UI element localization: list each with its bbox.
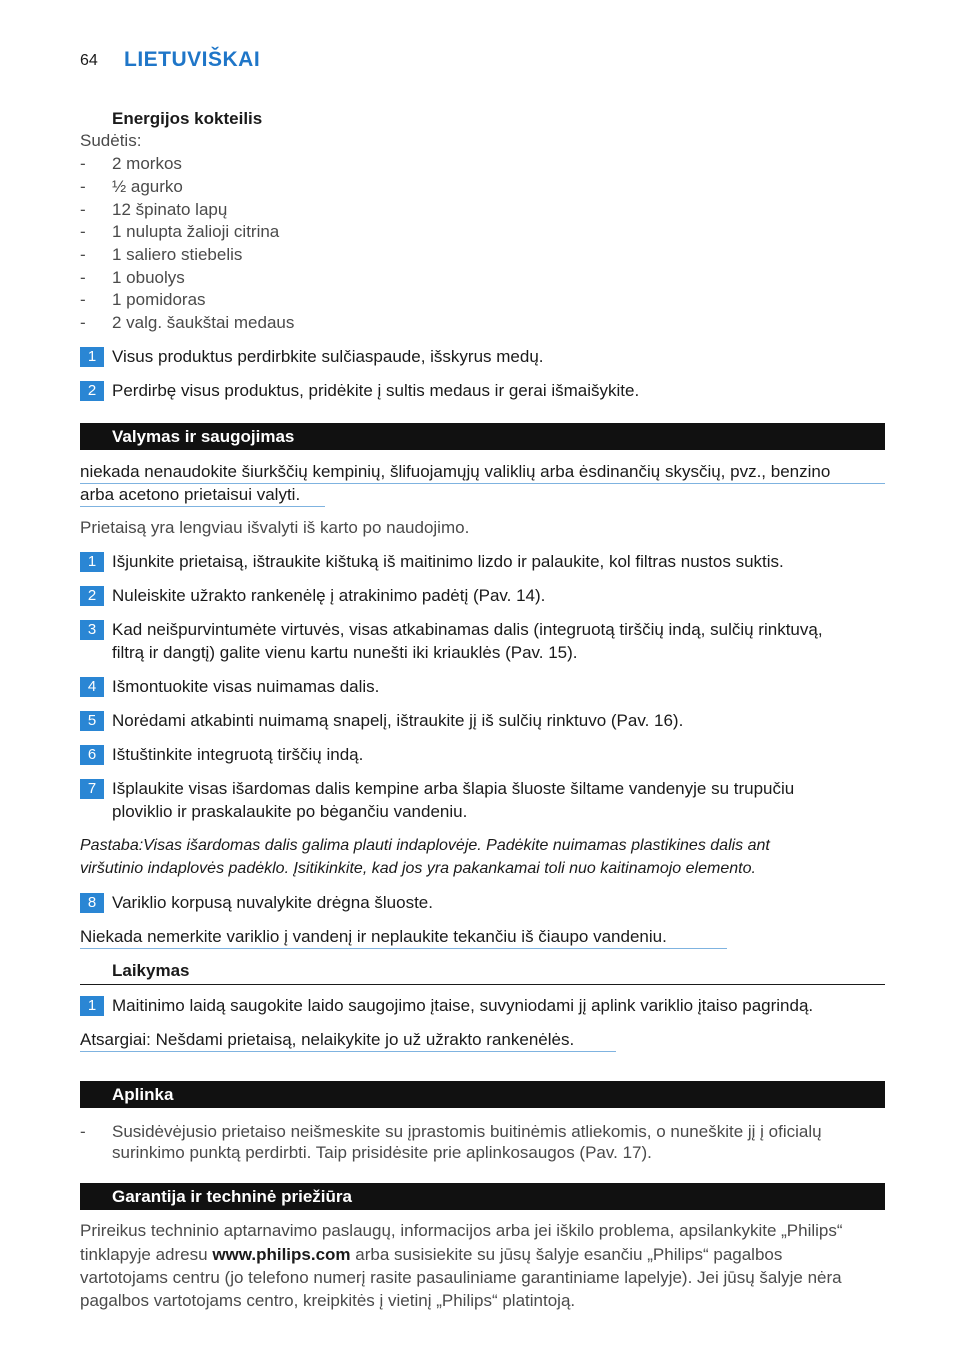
list-dash: - [80,222,86,241]
section-heading-warranty [80,1183,885,1210]
step-text: Variklio korpusą nuvalykite drėgna šluoste. [112,893,433,912]
philips-website-link[interactable]: www.philips.com [212,1245,351,1264]
warranty-text: pagalbos vartotojams centro, kreipkitės į vietinį „Philips“ platintoją. [80,1291,576,1310]
warning-text: Niekada nemerkite variklio į vandenį ir neplaukite tekančiu iš čiaupo vandeniu. [80,927,667,946]
step-number: 1 [80,996,104,1016]
step-text: Maitinimo laidą saugokite laido saugojimo įtaise, suvyniodami jį aplink variklio įtaiso pagrindą. [112,996,814,1015]
step-number: 5 [80,711,104,731]
list-item: 1 pomidoras [112,290,206,309]
list-dash: - [80,200,86,219]
caution-line [80,1028,616,1052]
warning-line [80,483,325,507]
step-text: Išjunkite prietaisą, ištraukite kištuką iš maitinimo lizdo ir palaukite, kol filtras nustos suktis. [112,552,784,571]
list-item: 12 špinato lapų [112,200,228,219]
cleaning-intro: Prietaisą yra lengviau išvalyti iš karto po naudojimo. [80,518,470,537]
list-dash: - [80,154,86,173]
step-number: 3 [80,620,104,640]
environment-text: Susidėvėjusio prietaiso neišmeskite su įprastomis buitinėmis atliekomis, o nuneškite jį į oficialų [112,1122,822,1141]
section-title: Valymas ir saugojimas [112,427,295,446]
list-item: 1 saliero stiebelis [112,245,243,264]
list-item: 2 valg. šaukštai medaus [112,313,295,332]
warning-line [80,925,727,949]
storage-title: Laikymas [112,961,190,980]
list-dash: - [80,245,86,264]
page-number: 64 [80,52,98,69]
note-text: Pastaba:Visas išardomas dalis galima plauti indaplovėje. Padėkite nuimamas plastikines dalis ant [80,837,770,854]
step-text: Išmontuokite visas nuimamas dalis. [112,677,380,696]
warranty-text [80,1243,782,1266]
warranty-text-part: tinklapyje adresu [80,1245,213,1264]
warning-line [80,460,885,484]
list-dash: - [80,313,86,332]
step-text: filtrą ir dangtį) galite vienu kartu nunešti iki kriauklės (Pav. 15). [112,643,578,662]
list-item: ½ agurko [112,177,183,196]
warranty-text-part: arba susisiekite su jūsų šalyje esančiu „Philips“ pagalbos [350,1245,783,1264]
list-dash: - [80,290,86,309]
step-number: 2 [80,381,104,401]
step-text: Kad neišpurvintumėte virtuvės, visas atkabinamas dalis (integruotą tirščių indą, sulčių rinktuvą, [112,620,823,639]
step-text: Išplaukite visas išardomas dalis kempine arba šlapia šluoste šiltame vandenyje su trupučiu [112,779,795,798]
list-dash: - [80,177,86,196]
step-text: Perdirbę visus produktus, pridėkite į sultis medaus ir gerai išmaišykite. [112,381,640,400]
note-text: viršutinio indaplovės padėklo. Įsitikinkite, kad jos yra pakankamai toli nuo kaitinamojo elemento. [80,860,756,877]
caution-text: Atsargiai: Nešdami prietaisą, nelaikykite jo už užrakto rankenėlės. [80,1030,575,1049]
section-title: Aplinka [112,1085,174,1104]
section-heading-environment [80,1081,885,1108]
section-heading-cleaning [80,423,885,450]
step-text: Nuleiskite užrakto rankenėlę į atrakinimo padėtį (Pav. 14). [112,586,546,605]
environment-text: surinkimo punktą perdirbti. Taip prisidėsite prie aplinkosaugos (Pav. 17). [112,1143,652,1162]
step-number: 6 [80,745,104,765]
step-number: 1 [80,552,104,572]
list-dash: - [80,1122,86,1141]
warranty-text: vartotojams centru (jo telefono numerį rasite pasauliniame garantiniame lapelyje). Jei jūsų šalyje nėra [80,1268,842,1287]
list-item: 2 morkos [112,154,182,173]
step-text: Ištuštinkite integruotą tirščių indą. [112,745,364,764]
list-item: 1 obuolys [112,268,185,287]
ingredients-label: Sudėtis: [80,131,142,150]
list-item: 1 nulupta žalioji citrina [112,222,280,241]
warning-text: arba acetono prietaisui valyti. [80,485,301,504]
warranty-text: Prireikus techninio aptarnavimo paslaugų, informacijos arba jei iškilo problema, apsilankykite „Philips“ [80,1221,843,1240]
divider [80,984,885,985]
language-title: LIETUVIŠKAI [124,48,261,71]
step-number: 2 [80,586,104,606]
warning-text: niekada nenaudokite šiurkščių kempinių, šlifuojamųjų valiklių arba ėsdinančių skysčių, pvz., benzino [80,462,831,481]
recipe-title: Energijos kokteilis [112,109,263,128]
step-number: 4 [80,677,104,697]
step-number: 8 [80,893,104,913]
section-title: Garantija ir techninė priežiūra [112,1187,352,1206]
step-number: 1 [80,347,104,367]
step-text: Norėdami atkabinti nuimamą snapelį, ištraukite jį iš sulčių rinktuvo (Pav. 16). [112,711,684,730]
step-text: Visus produktus perdirbkite sulčiaspaude, išskyrus medų. [112,347,544,366]
step-number: 7 [80,779,104,799]
list-dash: - [80,268,86,287]
step-text: ploviklio ir praskalaukite po bėgančiu vandeniu. [112,802,468,821]
